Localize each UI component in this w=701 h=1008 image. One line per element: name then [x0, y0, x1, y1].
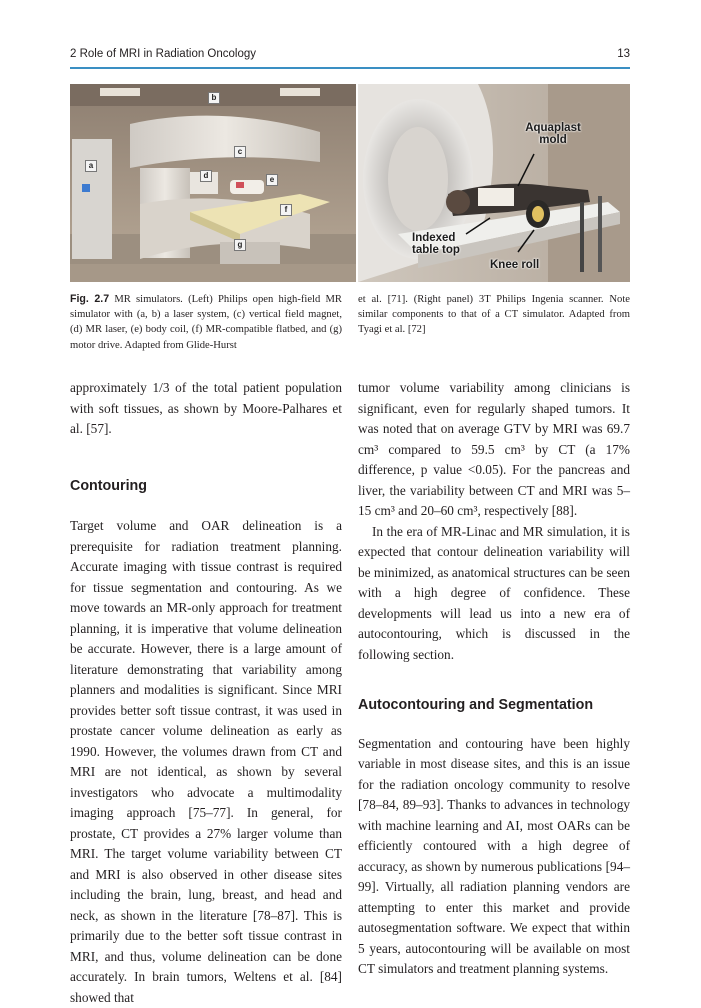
label-a: a [85, 160, 97, 172]
chapter-title: 2 Role of MRI in Radiation Oncology [70, 48, 257, 60]
figure-caption-left [70, 292, 342, 353]
paragraph: tumor volume variability among clinicians is significant, even for regularly shaped tumors. It was noted that on average GTV by MRI was 69.7 cm³ compared to 59.5 cm³ by CT (a 17% difference, p value <0.05). For the pancreas and liver, the variability between CT and MRI was 5–15 cm³ and 20–60 cm³, respectively [88]. [358, 380, 630, 518]
figure-label: Fig. 2.7 [70, 293, 110, 305]
ingenia-scanner-photo-right [358, 84, 630, 282]
label-aquaplast-mold: Aquaplast mold [525, 122, 581, 146]
label-e: e [266, 174, 278, 186]
caption-text-part2: et al. [71]. (Right panel) 3T Philips Ingenia scanner. Note similar components to that of a CT simulator. Adapted from Tyagi et al. [72] [358, 294, 630, 336]
caption-text-part1: MR simulators. (Left) Philips open high-field MR simulator with (a, b) a laser system, (c) vertical field magnet, (d) MR laser, (e) body coil, (f) MR-compatible flatbed, and (g) motor drive. Adapted from Glide-Hurst [70, 294, 342, 351]
label-c: c [234, 146, 246, 158]
label-g: g [234, 239, 246, 251]
mr-simulator-photo-left [70, 84, 356, 282]
paragraph: In the era of MR-Linac and MR simulation, it is expected that contour delineation variability will be minimized, as anatomical structures can be seen with a high degree of confidence. These developments will lead us into a new era of autocontouring, which is discussed in the following section. [358, 523, 630, 662]
header-rule [70, 67, 630, 69]
label-d: d [200, 170, 212, 182]
label-f: f [280, 204, 292, 216]
page-number: 13 [617, 48, 630, 60]
body-column-left [70, 378, 342, 1008]
body-column-right [358, 378, 630, 980]
paragraph: Target volume and OAR delineation is a prerequisite for radiation treatment planning. Accurate imaging with tissue contrast is required for tissue segmentation and contouring. As we move towards an MR-only approach for treatment planning, it is imperative that volume delineation be accurate. However, there is a large amount of literature demonstrating that variability among planners and modalities is significant. Since MRI provides better soft tissue contrast, it was used in prostate cancer volume delineation as early as 1990. However, the volumes drawn from CT and MRI are not identical, as shown by several investigators who advocate a multimodality imaging approach [75–77]. In general, for prostate, CT provides a 27% larger volume than MRI. The target volume variability between CT and MRI is also observed in other disease sites including the brain, lung, breast, and head and neck, as shown in the literature [78–87]. This is primarily due to the better soft tissue contrast in MRI, and thus, volume delineation can be done accurately. In brain tumors, Weltens et al. [84] showed that [70, 518, 342, 1005]
label-b: b [208, 92, 220, 104]
section-heading-autocontouring: Autocontouring and Segmentation [358, 697, 594, 713]
paragraph: approximately 1/3 of the total patient population with soft tissues, as shown by Moore-Palhares et al. [57]. [70, 380, 342, 436]
figure-caption-right [358, 292, 630, 338]
running-header [70, 48, 630, 66]
label-knee-roll: Knee roll [490, 259, 540, 271]
label-indexed-table-top: Indexed table top [412, 232, 460, 256]
section-heading-contouring: Contouring [70, 477, 148, 494]
paragraph: Segmentation and contouring have been highly variable in most disease sites, and this is an issue for the radiation oncology community to resolve [78–84, 89–93]. Thanks to advances in technology with machine learning and AI, most OARs can be efficiently contoured with a high degree of accuracy, as shown by numerous publications [94–99]. Virtually, all radiation planning vendors are attempting to enter this market and provide autosegmentation software. We expect that within 5 years, autocontouring will be available on most CT simulators and treatment planning systems. [358, 735, 630, 976]
